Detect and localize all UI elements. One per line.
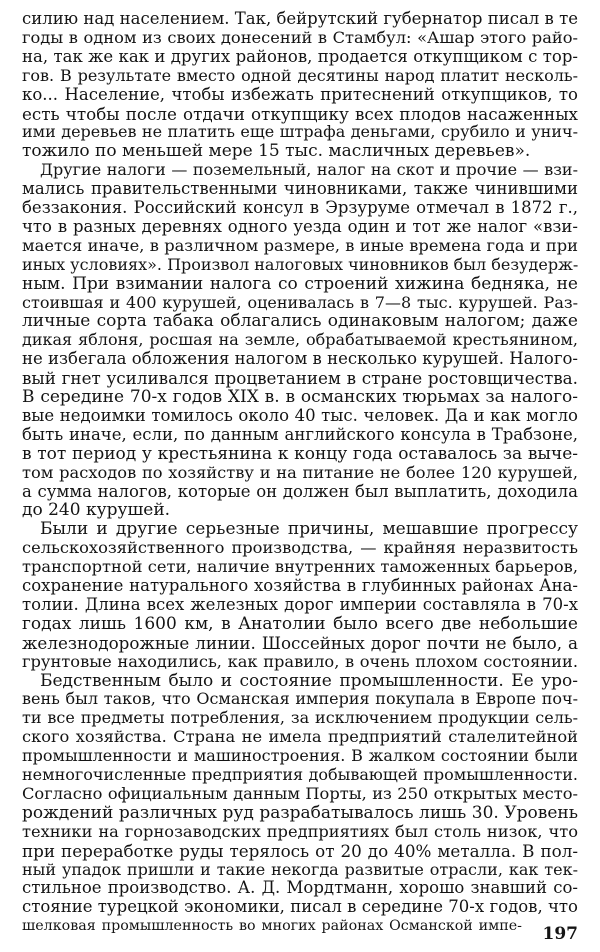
paragraph-first-line: Бедственным было и состояние промышленности. Ее уро- bbox=[40, 670, 578, 691]
text-line: сельскохозяйственного производства, — крайняя неразвитость bbox=[22, 538, 578, 558]
text-line: на, так же как и других районов, продается откупщиком с тор- bbox=[22, 46, 578, 66]
text-line: ный упадок пришли и такие некогда развитые отрасли, как тек- bbox=[22, 859, 578, 879]
text-line: ти все предметы потребления, за исключением продукции сель- bbox=[22, 708, 578, 728]
text-line: иных условиях». Произвол налоговых чиновников был безудерж- bbox=[22, 254, 578, 274]
text-line: рождений различных руд разрабатывалось лишь 30. Уровень bbox=[22, 802, 578, 823]
text-line: беззакония. Российский консул в Эрзуруме отмечал в 1872 г., bbox=[22, 198, 578, 217]
text-line: Согласно официальным данным Порты, из 250 открытых место- bbox=[22, 783, 578, 803]
paragraph-first-line: Были и другие серьезные причины, мешавшие прогрессу bbox=[40, 519, 578, 540]
text-line: стоившая и 400 курушей, оценивалась в 7—8 тыс. курушей. Раз- bbox=[22, 292, 578, 312]
text-line: ным. При взимании налога со строений хижина бедняка, не bbox=[22, 273, 578, 294]
text-line: дикая яблоня, росшая на земле, обрабатываемой крестьянином, bbox=[22, 330, 578, 350]
text-line: шелковая промышленность во многих районах Османской импе- bbox=[22, 918, 522, 935]
text-line: до 240 курушей. bbox=[22, 500, 171, 521]
text-line: сохранение натурального хозяйства в глубинных районах Ана- bbox=[22, 576, 578, 595]
text-line: стильное производство. А. Д. Мордтманн, хорошо знавший со- bbox=[22, 878, 578, 898]
text-line: мались правительственными чиновниками, также чинившими bbox=[22, 179, 578, 199]
text-line: мается иначе, в различном размере, в иные времена года и при bbox=[22, 235, 578, 255]
text-line: немногочисленные предприятия добывающей промышленности. bbox=[22, 765, 578, 784]
text-line: вый гнет усиливался процветанием в стране ростовщичества. bbox=[22, 368, 578, 389]
text-line: в тот период у крестьянина к концу года оставалось за выче- bbox=[22, 443, 578, 464]
text-line: железнодорожные линии. Шоссейных дорог почти не было, а bbox=[22, 632, 578, 653]
text-line: ского хозяйства. Страна не имела предприятий сталелитейной bbox=[22, 727, 578, 747]
text-line: транспортной сети, наличие внутренних таможенных барьеров, bbox=[22, 557, 578, 577]
text-line: толии. Длина всех железных дорог империи составляла в 70-х bbox=[22, 594, 578, 614]
text-line: вые недоимки томилось около 40 тыс. человек. Да и как могло bbox=[22, 405, 578, 425]
text-line: том расходов по хозяйству и на питание не более 120 курушей, bbox=[22, 462, 578, 482]
text-line: ко... Население, чтобы избежать притеснений откупщиков, то bbox=[22, 84, 578, 104]
text-line: силию над населением. Так, бейрутский губернатор писал в те bbox=[22, 9, 578, 28]
page-number: 197 bbox=[542, 924, 578, 944]
text-line: В середине 70-х годов XIX в. в османских тюрьмах за налого- bbox=[22, 387, 578, 407]
text-line: личные сорта табака облагались одинаковым налогом; даже bbox=[22, 311, 578, 332]
text-line: вень был таков, что Османская империя покупала в Европе поч- bbox=[22, 689, 578, 709]
text-line: что в разных деревнях одного уезда один и тот же налог «взи- bbox=[22, 216, 578, 236]
text-line: тожило по меньшей мере 15 тыс. масличных деревьев». bbox=[22, 141, 531, 162]
text-line: стояние турецкой экономики, писал в середине 70-х годов, что bbox=[22, 897, 578, 917]
text-line: быть иначе, если, по данным английского консула в Трабзоне, bbox=[22, 424, 578, 444]
text-line: грунтовые находились, как правило, в очень плохом состоянии. bbox=[22, 651, 578, 671]
text-line: при переработке руды терялось от 20 до 40% металла. В пол- bbox=[22, 840, 578, 861]
text-line: гов. В результате вместо одной десятины народ платит несколь- bbox=[22, 65, 578, 85]
text-line: техники на горнозаводских предприятиях был столь низок, что bbox=[22, 821, 578, 841]
text-line: годах лишь 1600 км, в Анатолии было всего две небольшие bbox=[22, 613, 578, 634]
book-page bbox=[22, 8, 578, 952]
text-line: ими деревьев не платить еще штрафа деньгами, срубило и унич- bbox=[22, 122, 578, 142]
text-line: годы в одном из своих донесений в Стамбул: «Ашар этого райо- bbox=[22, 27, 578, 47]
text-line: есть чтобы после отдачи откупщику всех плодов насаженных bbox=[22, 103, 578, 124]
paragraph-first-line: Другие налоги — поземельный, налог на скот и прочие — взи- bbox=[40, 160, 578, 180]
text-line: а сумма налогов, которые он должен был выплатить, доходила bbox=[22, 481, 578, 501]
text-line: не избегала обложения налогом в несколько курушей. Налого- bbox=[22, 349, 578, 369]
text-line: промышленности и машиностроения. В жалком состоянии были bbox=[22, 746, 578, 766]
